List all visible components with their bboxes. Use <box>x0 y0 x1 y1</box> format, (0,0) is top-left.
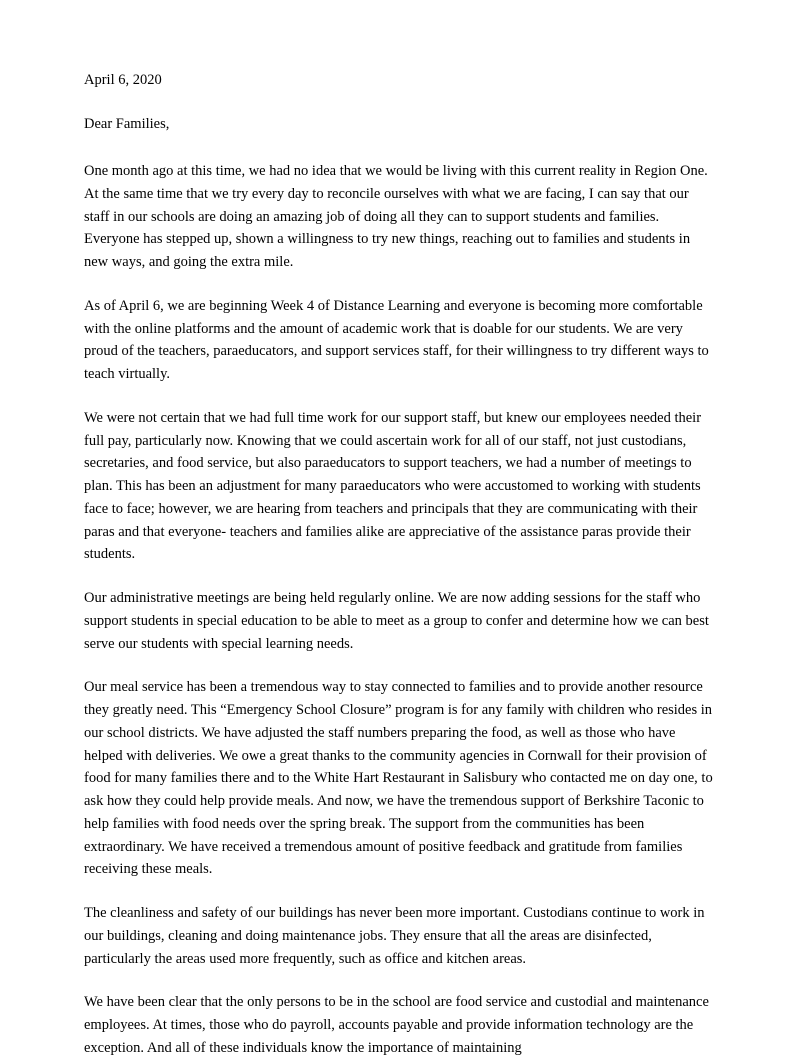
letter-paragraph: Our meal service has been a tremendous way to stay connected to families and to provide another resource they greatly need. This “Emergency School Closure” program is for any family with children who resides in our school districts. We have adjusted the staff numbers preparing the food, as well as those who have helped with deliveries. We owe a great thanks to the community agencies in Cornwall for their provision of food for many families there and to the White Hart Restaurant in Salisbury who contacted me on day one, to ask how they could help provide meals. And now, we have the tremendous support of Berkshire Taconic to help families with food needs over the spring break. The support from the communities has been extraordinary. We have received a tremendous amount of positive feedback and gratitude from families receiving these meals. <box>84 679 713 878</box>
letter-paragraph: We have been clear that the only persons to be in the school are food service and custodial and maintenance employees. At times, those who do payroll, accounts payable and provide information technology are the exception. And all of these individuals know the importance of maintaining <box>84 994 709 1056</box>
letter-paragraph: Our administrative meetings are being held regularly online. We are now adding sessions for the staff who support students in special education to be able to meet as a group to confer and determine how we can best serve our students with special learning needs. <box>84 590 709 652</box>
letter-paragraph: One month ago at this time, we had no idea that we would be living with this current reality in Region One. At the same time that we try every day to reconcile ourselves with what we are facing, I can say that our staff in our schools are doing an amazing job of doing all they can to support students and families. Everyone has stepped up, shown a willingness to try new things, reaching out to families and students in new ways, and going the extra mile. <box>84 163 708 271</box>
letter-paragraph: As of April 6, we are beginning Week 4 of Distance Learning and everyone is becoming more comfortable with the online platforms and the amount of academic work that is doable for our students. We are very proud of the teachers, paraeducators, and support services staff, for their willingness to try different ways to teach virtually. <box>84 297 709 383</box>
letter-salutation: Dear Families, <box>84 116 170 133</box>
letter-paragraph: We were not certain that we had full time work for our support staff, but knew our employees needed their full pay, particularly now. Knowing that we could ascertain work for all of our staff, not just custodians, secretaries, and food service, but also paraeducators to support teachers, we had a number of meetings to plan. This has been an adjustment for many paraeducators who were accustomed to working with students face to face; however, we are hearing from teachers and principals that they are communicating with their paras and that everyone- teachers and families alike are appreciative of the assistance paras provide their students. <box>84 409 702 563</box>
letter-body <box>84 160 713 1060</box>
letter-date: April 6, 2020 <box>84 72 162 88</box>
letter-paragraph: The cleanliness and safety of our buildings has never been more important. Custodians continue to work in our buildings, cleaning and doing maintenance jobs. They ensure that all the areas are disinfected, particularly the areas used more frequently, such as office and kitchen areas. <box>84 905 705 967</box>
